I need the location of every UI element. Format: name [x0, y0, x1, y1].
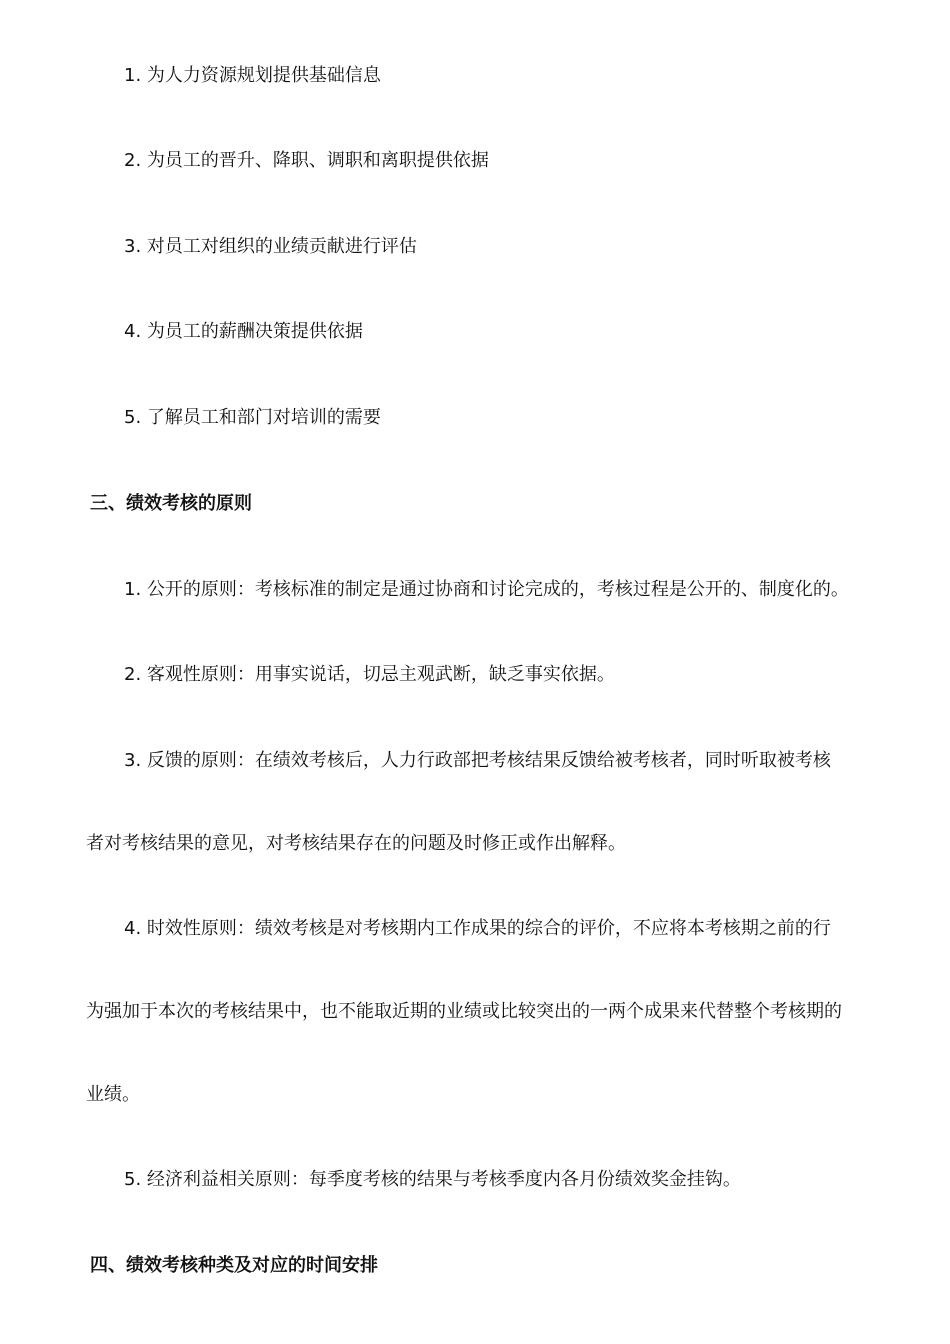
list-item: 4. 为员工的薪酬决策提供依据 [124, 321, 363, 342]
paragraph-line: 者对考核结果的意见，对考核结果存在的问题及时修正或作出解释。 [86, 833, 626, 854]
section-heading: 三、绩效考核的原则 [90, 493, 252, 514]
paragraph-line: 1. 公开的原则：考核标准的制定是通过协商和讨论完成的，考核过程是公开的、制度化的。 [124, 579, 849, 600]
paragraph-line: 5. 经济利益相关原则：每季度考核的结果与考核季度内各月份绩效奖金挂钩。 [124, 1169, 741, 1190]
paragraph-line: 3. 反馈的原则：在绩效考核后，人力行政部把考核结果反馈给被考核者，同时听取被考核 [124, 750, 831, 771]
paragraph-line: 2. 客观性原则：用事实说话，切忌主观武断，缺乏事实依据。 [124, 664, 615, 685]
paragraph-line: 业绩。 [86, 1084, 140, 1105]
list-item: 5. 了解员工和部门对培训的需要 [124, 407, 381, 428]
paragraph-line: 为强加于本次的考核结果中，也不能取近期的业绩或比较突出的一两个成果来代替整个考核期的 [86, 1001, 842, 1022]
list-item: 1. 为人力资源规划提供基础信息 [124, 65, 381, 86]
list-item: 3. 对员工对组织的业绩贡献进行评估 [124, 236, 417, 257]
section-heading: 四、绩效考核种类及对应的时间安排 [90, 1255, 378, 1276]
list-item: 2. 为员工的晋升、降职、调职和离职提供依据 [124, 150, 489, 171]
paragraph-line: 4. 时效性原则：绩效考核是对考核期内工作成果的综合的评价，不应将本考核期之前的行 [124, 918, 831, 939]
